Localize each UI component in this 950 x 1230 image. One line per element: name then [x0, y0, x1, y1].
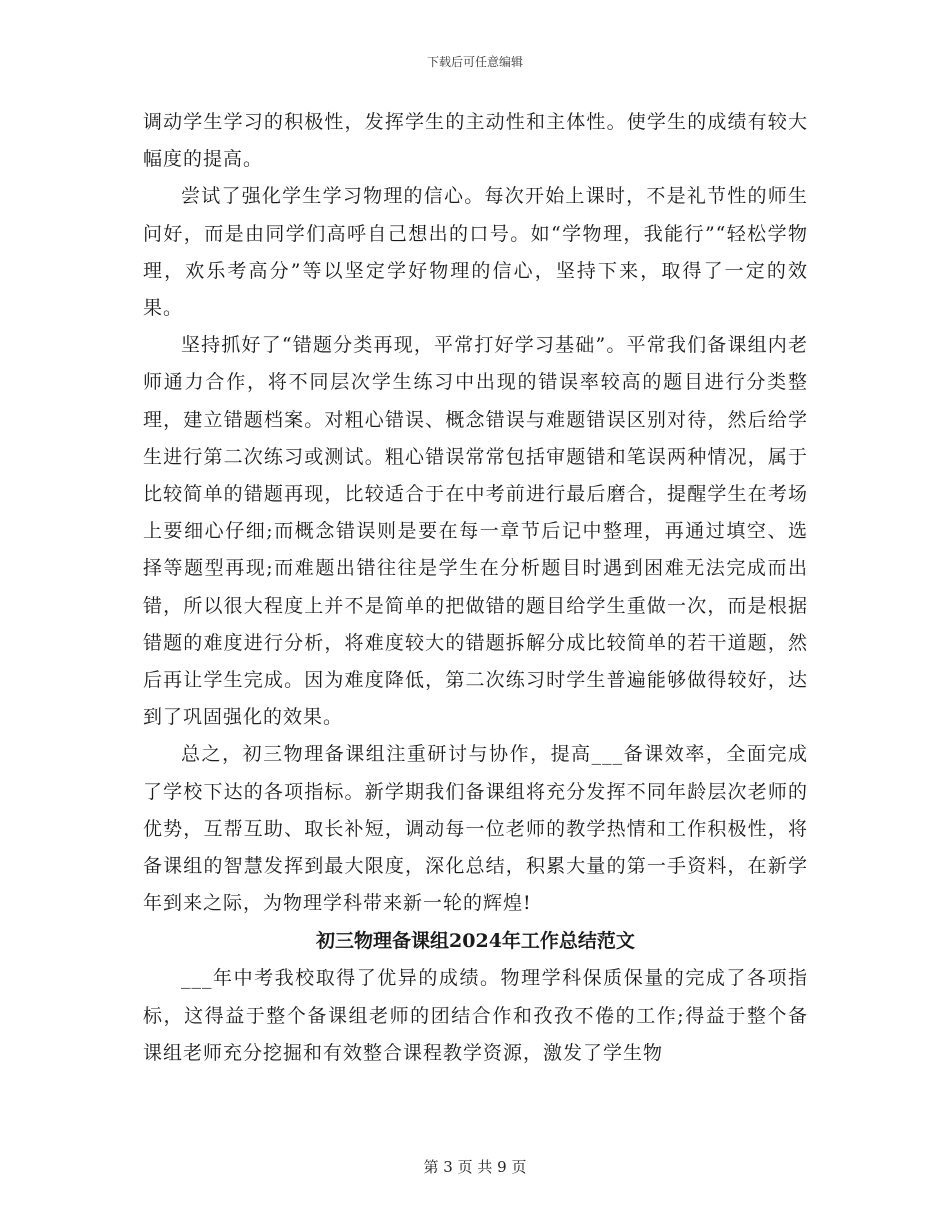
paragraph: 尝试了强化学生学习物理的信心。每次开始上课时，不是礼节性的师生问好，而是由同学们高呼自己想出的口号。如“学物理，我能行”“轻松学物理，欢乐考高分”等以坚定学好物理的信心，坚持下来，取得了一定的效果。	[143, 185, 808, 320]
page-content	[143, 104, 808, 1072]
paragraph-continued: 调动学生学习的积极性，发挥学生的主动性和主体性。使学生的成绩有较大幅度的提高。	[143, 111, 808, 171]
page-footer: 第 3 页 共 9 页	[423, 1158, 527, 1176]
section-title: 初三物理备课组2024年工作总结范文	[316, 930, 635, 953]
paragraph: 总之，初三物理备课组注重研讨与协作，提高___备课效率，全面完成了学校下达的各项指标。新学期我们备课组将充分发挥不同年龄层次老师的优势，互帮互助、取长补短，调动每一位老师的教学热情和工作积极性，将备课组的智慧发挥到最大限度，深化总结，积累大量的第一手资料，在新学年到来之际，为物理学科带来新一轮的辉煌!	[143, 743, 808, 915]
paragraph: ___年中考我校取得了优异的成绩。物理学科保质保量的完成了各项指标，这得益于整个备课组老师的团结合作和孜孜不倦的工作;得益于整个备课组老师充分挖掘和有效整合课程教学资源，激发了学生物	[143, 967, 808, 1064]
page-header: 下载后可任意编辑	[426, 55, 523, 69]
paragraph: 坚持抓好了“错题分类再现，平常打好学习基础”。平常我们备课组内老师通力合作，将不同层次学生练习中出现的错误率较高的题目进行分类整理，建立错题档案。对粗心错误、概念错误与难题错误区别对待，然后给学生进行第二次练习或测试。粗心错误常常包括审题错和笔误两种情况，属于比较简单的错题再现，比较适合于在中考前进行最后磨合，提醒学生在考场上要细心仔细;而概念错误则是要在每一章节后记中整理，再通过填空、选择等题型再现;而难题出错往往是学生在分析题目时遇到困难无法完成而出错，所以很大程度上并不是简单的把做错的题目给学生重做一次，而是根据错题的难度进行分析，将难度较大的错题拆解分成比较简单的若干道题，然后再让学生完成。因为难度降低，第二次练习时学生普遍能够做得较好，达到了巩固强化的效果。	[143, 334, 808, 729]
